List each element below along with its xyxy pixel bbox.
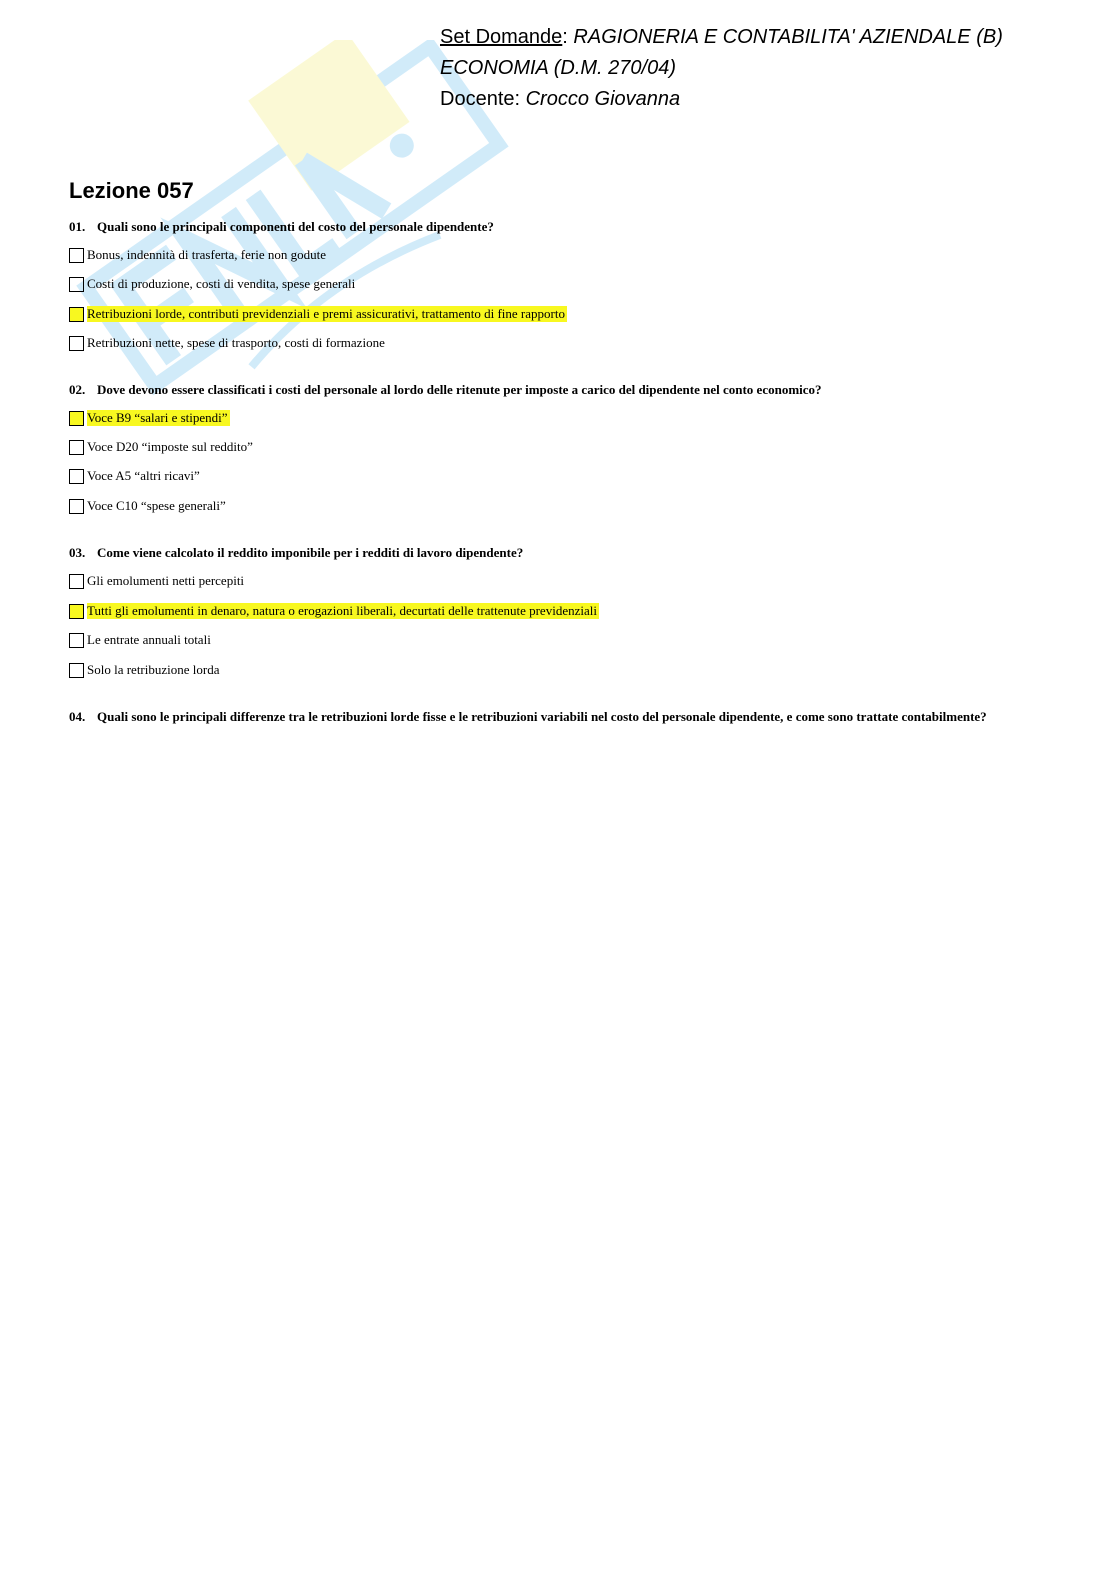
question-text: Quali sono le principali componenti del costo del personale dipendente? xyxy=(97,219,494,234)
checkbox[interactable] xyxy=(69,248,84,263)
set-label: Set Domande xyxy=(440,26,563,48)
lesson-title: Lezione 057 xyxy=(69,178,194,203)
answer-option[interactable] xyxy=(69,275,355,293)
option-text: Retribuzioni nette, spese di trasporto, costi di formazione xyxy=(87,335,385,350)
answer-option[interactable] xyxy=(69,467,200,485)
question-01 xyxy=(69,219,1059,235)
answer-option[interactable] xyxy=(69,631,211,649)
answer-option[interactable] xyxy=(69,572,244,590)
question-02 xyxy=(69,382,1059,398)
answer-option-highlighted[interactable] xyxy=(69,409,230,427)
checkbox[interactable] xyxy=(69,307,84,322)
option-text: Le entrate annuali totali xyxy=(87,632,211,647)
header-line-1 xyxy=(440,22,1100,53)
checkbox[interactable] xyxy=(69,633,84,648)
option-text: Gli emolumenti netti percepiti xyxy=(87,573,245,588)
question-text: Quali sono le principali differenze tra le retribuzioni lorde fisse e le retribuzioni variabili nel costo del personale dipendente, e come sono trattate contabilmente? xyxy=(97,709,987,724)
option-text: Voce C10 “spese generali” xyxy=(87,498,226,513)
option-text: Voce D20 “imposte sul reddito” xyxy=(87,439,253,454)
checkbox[interactable] xyxy=(69,499,84,514)
document-header xyxy=(440,22,1100,115)
checkbox[interactable] xyxy=(69,336,84,351)
question-number: 02. xyxy=(69,382,86,397)
option-text: Voce B9 “salari e stipendi” xyxy=(87,410,228,425)
checkbox[interactable] xyxy=(69,440,84,455)
answer-option[interactable] xyxy=(69,438,253,456)
answer-option-highlighted[interactable] xyxy=(69,305,567,323)
option-text: Bonus, indennità di trasferta, ferie non godute xyxy=(87,247,326,262)
checkbox[interactable] xyxy=(69,663,84,678)
answer-option[interactable] xyxy=(69,334,385,352)
option-text: Solo la retribuzione lorda xyxy=(87,662,220,677)
question-number: 01. xyxy=(69,219,86,234)
option-text: Retribuzioni lorde, contributi previdenziali e premi assicurativi, trattamento di fine rapporto xyxy=(87,306,565,321)
question-number: 03. xyxy=(69,545,86,560)
checkbox[interactable] xyxy=(69,604,84,619)
checkbox[interactable] xyxy=(69,411,84,426)
checkbox[interactable] xyxy=(69,469,84,484)
checkbox[interactable] xyxy=(69,277,84,292)
docente-label: Docente: xyxy=(440,88,526,110)
answer-option-highlighted[interactable] xyxy=(69,602,599,620)
course-subtitle: ECONOMIA (D.M. 270/04) xyxy=(440,57,676,79)
answer-option[interactable] xyxy=(69,661,220,679)
option-text: Voce A5 “altri ricavi” xyxy=(87,468,200,483)
question-03 xyxy=(69,545,1059,561)
question-number: 04. xyxy=(69,709,86,724)
option-text: Costi di produzione, costi di vendita, spese generali xyxy=(87,276,356,291)
answer-option[interactable] xyxy=(69,497,226,515)
question-text: Come viene calcolato il reddito imponibile per i redditi di lavoro dipendente? xyxy=(97,545,524,560)
set-separator: : xyxy=(562,26,574,48)
option-text: Tutti gli emolumenti in denaro, natura o erogazioni liberali, decurtati delle trattenute previdenziali xyxy=(87,603,597,618)
header-line-3 xyxy=(440,84,1100,115)
checkbox[interactable] xyxy=(69,574,84,589)
question-04 xyxy=(69,709,1059,725)
course-title: RAGIONERIA E CONTABILITA' AZIENDALE (B) xyxy=(573,26,1003,48)
docente-name: Crocco Giovanna xyxy=(525,88,681,110)
answer-option[interactable] xyxy=(69,246,326,264)
question-text: Dove devono essere classificati i costi del personale al lordo delle ritenute per imposte a carico del dipendente nel conto economico? xyxy=(97,382,822,397)
